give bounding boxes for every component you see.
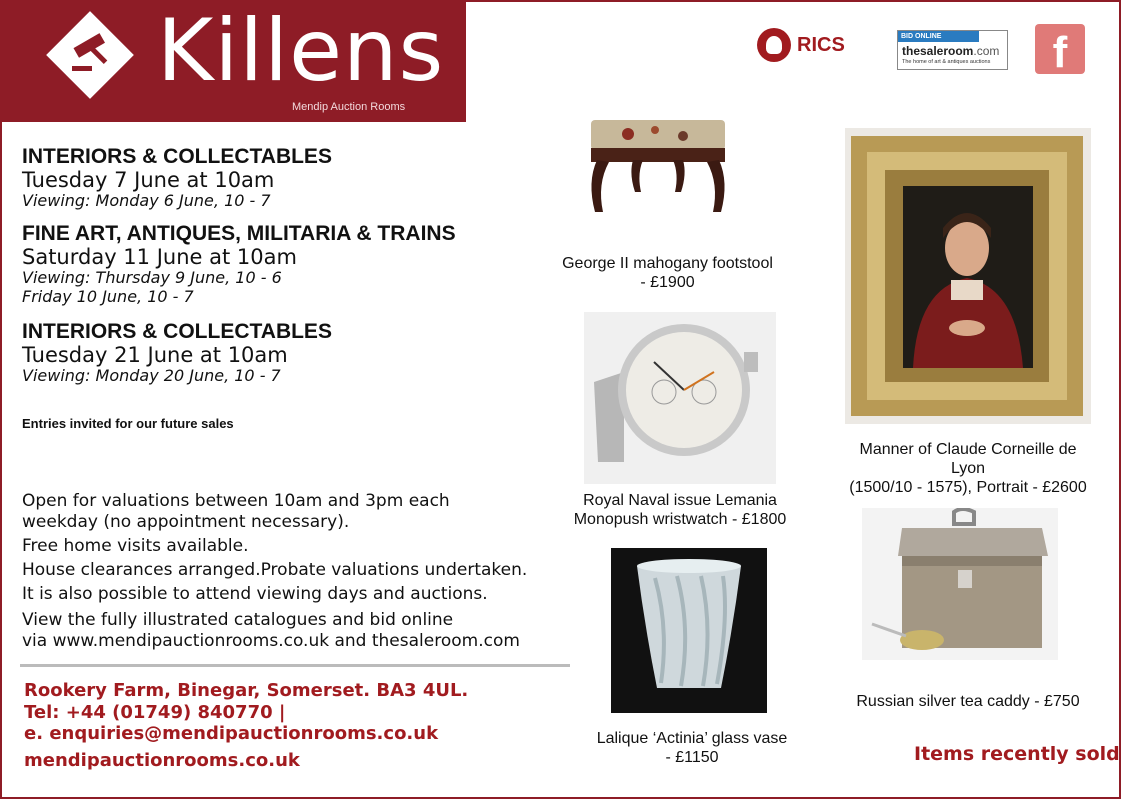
sale-title: INTERIORS & COLLECTABLES <box>22 320 332 343</box>
contact-address: Rookery Farm, Binegar, Somerset. BA3 4UL. <box>24 680 469 701</box>
item-caption-tea-caddy <box>850 692 1086 711</box>
tea-caddy-image <box>862 508 1058 660</box>
gavel-icon <box>60 22 120 90</box>
footstool-image <box>583 112 733 224</box>
contact-website[interactable]: mendipauctionrooms.co.uk <box>24 750 300 771</box>
info-line: It is also possible to attend viewing days and auctions. <box>22 584 488 604</box>
divider <box>20 664 570 667</box>
rics-lion-icon <box>757 28 791 62</box>
sale-block-3 <box>22 320 332 385</box>
caption-line: - £1150 <box>665 749 719 766</box>
contact-phone[interactable]: Tel: +44 (01749) 840770 | <box>24 702 286 723</box>
caption-line: Lalique ‘Actinia’ glass vase <box>596 730 788 747</box>
info-line: View the fully illustrated catalogues and bid online <box>22 610 454 630</box>
saleroom-suffix: .com <box>973 44 1000 58</box>
recently-sold-label: Items recently sold <box>914 743 1120 765</box>
logo-banner[interactable] <box>2 2 466 122</box>
item-caption-wristwatch <box>570 491 790 529</box>
saleroom-tagline: The home of art & antiques auctions <box>902 59 991 65</box>
sale-date: Tuesday 21 June at 10am <box>22 343 288 367</box>
sale-viewing: Viewing: Monday 20 June, 10 - 7 <box>22 366 281 385</box>
saleroom-badge: BID ONLINE <box>898 31 979 42</box>
saleroom-name <box>902 44 999 58</box>
caption-line: - £1900 <box>640 274 695 291</box>
sale-date: Saturday 11 June at 10am <box>22 245 297 269</box>
info-line[interactable]: via www.mendipauctionrooms.co.uk and thesaleroom.com <box>22 631 520 651</box>
info-line: Open for valuations between 10am and 3pm each <box>22 491 450 511</box>
sale-block-1 <box>22 145 332 210</box>
portrait-image <box>845 128 1091 424</box>
brand-subtitle: Mendip Auction Rooms <box>292 101 406 113</box>
glass-vase-image <box>611 548 767 713</box>
item-caption-vase <box>590 729 794 767</box>
item-caption-portrait <box>845 440 1091 497</box>
saleroom-logo[interactable] <box>897 30 1008 70</box>
entries-notice: Entries invited for our future sales <box>22 416 234 431</box>
rics-logo[interactable] <box>757 28 845 62</box>
item-caption-footstool <box>560 254 775 292</box>
wristwatch-image <box>584 312 776 484</box>
sale-title: FINE ART, ANTIQUES, MILITARIA & TRAINS <box>22 222 456 245</box>
rics-label: RICS <box>797 33 845 56</box>
sale-title: INTERIORS & COLLECTABLES <box>22 145 332 168</box>
facebook-icon[interactable]: f <box>1035 24 1085 74</box>
sale-viewing: Viewing: Thursday 9 June, 10 - 6 <box>22 268 282 287</box>
info-line: House clearances arranged.Probate valuations undertaken. <box>22 560 528 580</box>
caption-line: George II mahogany footstool <box>562 255 773 272</box>
sale-block-2 <box>22 222 456 306</box>
contact-email[interactable]: e. enquiries@mendipauctionrooms.co.uk <box>24 723 439 744</box>
caption-line: (1500/10 - 1575), Portrait - £2600 <box>849 479 1087 496</box>
saleroom-name-text: thesaleroom <box>902 44 974 58</box>
sale-viewing: Viewing: Monday 6 June, 10 - 7 <box>22 191 271 210</box>
caption-line: Manner of Claude Corneille de Lyon <box>859 441 1077 477</box>
info-line: weekday (no appointment necessary). <box>22 512 350 532</box>
brand-name: Killens <box>157 1 445 101</box>
caption-line: Russian silver tea caddy - £750 <box>856 693 1080 710</box>
caption-line: Monopush wristwatch - £1800 <box>573 511 787 528</box>
sale-viewing: Friday 10 June, 10 - 7 <box>22 287 194 306</box>
sale-date: Tuesday 7 June at 10am <box>22 168 275 192</box>
info-line: Free home visits available. <box>22 536 249 556</box>
caption-line: Royal Naval issue Lemania <box>583 492 777 509</box>
